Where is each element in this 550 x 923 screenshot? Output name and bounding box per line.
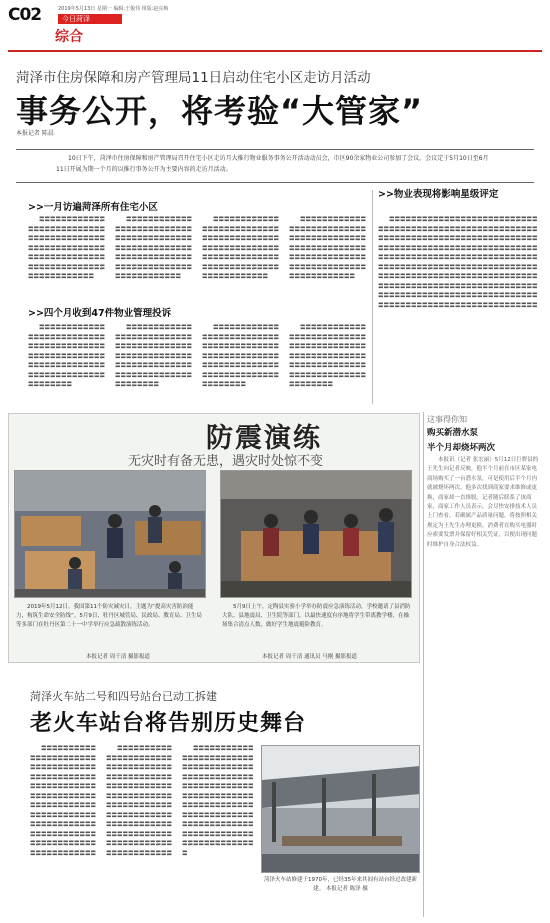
article1-column: 〓〓〓〓〓〓〓〓〓〓〓〓〓〓〓〓〓〓〓〓〓〓〓〓〓〓〓〓〓〓〓〓〓〓〓〓〓〓〓〓〓〓〓〓〓〓〓〓〓〓〓〓〓〓〓〓〓〓〓〓〓〓〓〓〓〓〓〓〓〓〓〓〓〓〓〓〓〓〓〓〓〓〓〓〓〓〓〓〓〓〓〓〓〓 <box>115 217 193 280</box>
article3-column: 〓〓〓〓〓〓〓〓〓〓〓〓〓〓〓〓〓〓〓〓〓〓〓〓〓〓〓〓〓〓〓〓〓〓〓〓〓〓〓〓〓〓〓〓〓〓〓〓〓〓〓〓〓〓〓〓〓〓〓〓〓〓〓〓〓〓〓〓〓〓〓〓〓〓〓〓〓〓〓〓〓〓〓〓〓〓〓〓〓〓〓〓〓〓〓〓〓〓〓〓〓〓〓〓〓〓〓〓〓〓〓〓〓〓〓〓〓〓〓〓〓〓〓〓〓〓〓〓〓〓〓〓〓〓〓〓〓〓〓〓〓〓 <box>106 746 173 857</box>
article1-headline: 事务公开，将考验“大管家” <box>16 92 424 130</box>
article1-column: 〓〓〓〓〓〓〓〓〓〓〓〓〓〓〓〓〓〓〓〓〓〓〓〓〓〓〓〓〓〓〓〓〓〓〓〓〓〓〓〓〓〓〓〓〓〓〓〓〓〓〓〓〓〓〓〓〓〓〓〓〓〓〓〓〓〓〓〓〓〓〓〓〓〓〓〓〓〓〓〓〓〓〓〓〓〓〓〓〓〓 <box>289 325 367 388</box>
sidebar-body: 本报讯（记者 张宏丽）5月12日巨野县的王先生向记者反映，他半个月前在市区某家电商场购买了一台潜水泵，可是使用后半个月内就被烧坏两次。他多次找到商家要求维修或更换，商家却一直推脱。记者随后联系了该商家，商家工作人员表示，会尽快安排技术人员上门查看，若确属产品质量问题，将按照相关规定为王先生办理更换。消费者在购买电器时应索要发票并保留好相关凭证，以便出现问题时维护自身合法权益。 <box>427 457 539 548</box>
sidebar-divider <box>423 412 424 917</box>
article3-headline: 老火车站台将告别历史舞台 <box>30 711 307 736</box>
drill-subtitle: 无灾时有备无患，遇灾时处惊不变 <box>128 454 324 469</box>
drill-headline: 防震演练 <box>206 423 322 454</box>
article1-column: 〓〓〓〓〓〓〓〓〓〓〓〓〓〓〓〓〓〓〓〓〓〓〓〓〓〓〓〓〓〓〓〓〓〓〓〓〓〓〓〓〓〓〓〓〓〓〓〓〓〓〓〓〓〓〓〓〓〓〓〓〓〓〓〓〓〓〓〓〓〓〓〓〓〓〓〓〓〓〓〓〓〓〓〓〓〓〓〓〓〓〓〓〓〓〓〓〓〓〓〓〓〓〓〓〓〓〓〓〓〓〓〓〓〓〓〓〓〓〓〓〓〓〓〓〓〓〓〓〓〓〓〓〓〓〓〓〓〓〓〓〓〓〓〓〓〓〓〓〓〓〓〓〓〓〓〓〓〓〓〓〓〓〓〓〓〓〓〓〓〓〓〓〓〓〓〓〓〓〓〓〓〓〓〓〓〓〓〓〓〓〓〓〓〓〓〓〓〓〓〓〓〓〓〓〓〓〓〓〓〓〓〓〓〓〓〓〓〓〓〓〓〓〓〓〓〓〓〓〓〓〓〓〓〓〓〓〓〓〓〓〓〓〓〓〓〓〓〓〓〓〓〓〓〓〓〓〓〓〓〓〓〓〓〓〓〓〓〓〓〓〓〓〓〓〓〓〓〓〓〓〓〓〓〓〓〓〓〓 <box>378 217 538 309</box>
sidebar-title-line2: 半个月却烧坏两次 <box>427 443 496 453</box>
railway-station-photo <box>261 745 420 873</box>
drill-caption-right: 5月9日上午，定陶县实验小学举办防震应急演练活动，学校邀请了县消防大队、县地震局、卫生院等部门，以最快速度有序地将学生带离教学楼，在操场集合清点人数，做好学生地震避险教育。 <box>222 604 411 628</box>
article1-heading-right: >>物业表现将影响星级评定 <box>378 189 499 200</box>
drill-credit-right: 本报记者 周千清 通讯员 马刚 摄影报道 <box>262 654 357 660</box>
article1-subtitle: 菏泽市住房保障和房产管理局11日启动住宅小区走访月活动 <box>16 70 371 86</box>
paper-tag: 今日菏泽 <box>58 14 122 24</box>
drill-photo-right <box>220 470 412 598</box>
article3-column: 〓〓〓〓〓〓〓〓〓〓〓〓〓〓〓〓〓〓〓〓〓〓〓〓〓〓〓〓〓〓〓〓〓〓〓〓〓〓〓〓〓〓〓〓〓〓〓〓〓〓〓〓〓〓〓〓〓〓〓〓〓〓〓〓〓〓〓〓〓〓〓〓〓〓〓〓〓〓〓〓〓〓〓〓〓〓〓〓〓〓〓〓〓〓〓〓〓〓〓〓〓〓〓〓〓〓〓〓〓〓〓〓〓〓〓〓〓〓〓〓〓〓〓〓〓〓〓〓〓〓〓〓〓〓〓〓〓〓〓〓〓〓 <box>30 746 97 857</box>
section-name: 综合 <box>55 29 83 45</box>
column-divider <box>372 190 373 404</box>
article1-heading-left: >>一月访遍菏泽所有住宅小区 <box>28 202 158 213</box>
article3-column: 〓〓〓〓〓〓〓〓〓〓〓〓〓〓〓〓〓〓〓〓〓〓〓〓〓〓〓〓〓〓〓〓〓〓〓〓〓〓〓〓〓〓〓〓〓〓〓〓〓〓〓〓〓〓〓〓〓〓〓〓〓〓〓〓〓〓〓〓〓〓〓〓〓〓〓〓〓〓〓〓〓〓〓〓〓〓〓〓〓〓〓〓〓〓〓〓〓〓〓〓〓〓〓〓〓〓〓〓〓〓〓〓〓〓〓〓〓〓〓〓〓〓〓〓〓〓〓〓〓〓〓〓〓〓〓〓〓〓〓〓〓〓 <box>182 746 254 857</box>
article1-column: 〓〓〓〓〓〓〓〓〓〓〓〓〓〓〓〓〓〓〓〓〓〓〓〓〓〓〓〓〓〓〓〓〓〓〓〓〓〓〓〓〓〓〓〓〓〓〓〓〓〓〓〓〓〓〓〓〓〓〓〓〓〓〓〓〓〓〓〓〓〓〓〓〓〓〓〓〓〓〓〓〓〓〓〓〓〓〓〓〓〓〓〓〓〓 <box>28 217 106 280</box>
page-number: C02 <box>8 5 42 25</box>
article1-column: 〓〓〓〓〓〓〓〓〓〓〓〓〓〓〓〓〓〓〓〓〓〓〓〓〓〓〓〓〓〓〓〓〓〓〓〓〓〓〓〓〓〓〓〓〓〓〓〓〓〓〓〓〓〓〓〓〓〓〓〓〓〓〓〓〓〓〓〓〓〓〓〓〓〓〓〓〓〓〓〓〓〓〓〓〓〓〓〓〓〓 <box>115 325 193 388</box>
article1-column: 〓〓〓〓〓〓〓〓〓〓〓〓〓〓〓〓〓〓〓〓〓〓〓〓〓〓〓〓〓〓〓〓〓〓〓〓〓〓〓〓〓〓〓〓〓〓〓〓〓〓〓〓〓〓〓〓〓〓〓〓〓〓〓〓〓〓〓〓〓〓〓〓〓〓〓〓〓〓〓〓〓〓〓〓〓〓〓〓〓〓 <box>28 325 106 388</box>
drill-photo-left <box>14 470 206 598</box>
article1-column: 〓〓〓〓〓〓〓〓〓〓〓〓〓〓〓〓〓〓〓〓〓〓〓〓〓〓〓〓〓〓〓〓〓〓〓〓〓〓〓〓〓〓〓〓〓〓〓〓〓〓〓〓〓〓〓〓〓〓〓〓〓〓〓〓〓〓〓〓〓〓〓〓〓〓〓〓〓〓〓〓〓〓〓〓〓〓〓〓〓〓〓〓〓〓 <box>289 217 367 280</box>
drill-caption-left: 2019年5月12日，我国第11个防灾减灾日，主题为“提高灾害防治能力，构筑生命安全防线”。5月9日，牡丹区城管局、民政局、教育局、卫生局等多部门在牡丹区第二十一中学举行应急疏散演练活动。 <box>16 604 202 628</box>
sidebar-title-line1: 购买新潜水泵 <box>427 428 479 438</box>
header-divider <box>8 50 542 52</box>
sidebar-kicker: 这事得你知 <box>427 415 467 424</box>
article1-lead: 10日下午，菏泽市住房保障和房产管理局召开住宅小区走访月大推行物业服务事务公开活动动员会，市区90余家物业公司参加了会议。会议定于5月10日至6月11日开展为期一个月的以推行事务公开为主要内容的走访月活动。 <box>16 149 534 183</box>
drill-credit-left: 本报记者 周千清 摄影报道 <box>86 654 150 660</box>
article3-subtitle: 菏泽火车站二号和四号站台已动工拆建 <box>30 690 217 703</box>
article1-column: 〓〓〓〓〓〓〓〓〓〓〓〓〓〓〓〓〓〓〓〓〓〓〓〓〓〓〓〓〓〓〓〓〓〓〓〓〓〓〓〓〓〓〓〓〓〓〓〓〓〓〓〓〓〓〓〓〓〓〓〓〓〓〓〓〓〓〓〓〓〓〓〓〓〓〓〓〓〓〓〓〓〓〓〓〓〓〓〓〓〓〓〓〓〓 <box>202 217 280 280</box>
railway-photo-caption: 菏泽火车站修建于1970年，已经35年来其间有站台经过改建新建。 本报记者 陈泽 摄 <box>264 877 417 892</box>
article1-byline: 本报记者 陈晨 <box>16 130 54 137</box>
edition-info: 2019年5月13日 星期一 编辑:王俊伟 组版:赵亮梅 <box>58 6 169 12</box>
article1-heading-mid: >>四个月收到47件物业管理投诉 <box>28 308 172 319</box>
article1-column: 〓〓〓〓〓〓〓〓〓〓〓〓〓〓〓〓〓〓〓〓〓〓〓〓〓〓〓〓〓〓〓〓〓〓〓〓〓〓〓〓〓〓〓〓〓〓〓〓〓〓〓〓〓〓〓〓〓〓〓〓〓〓〓〓〓〓〓〓〓〓〓〓〓〓〓〓〓〓〓〓〓〓〓〓〓〓〓〓〓〓 <box>202 325 280 388</box>
